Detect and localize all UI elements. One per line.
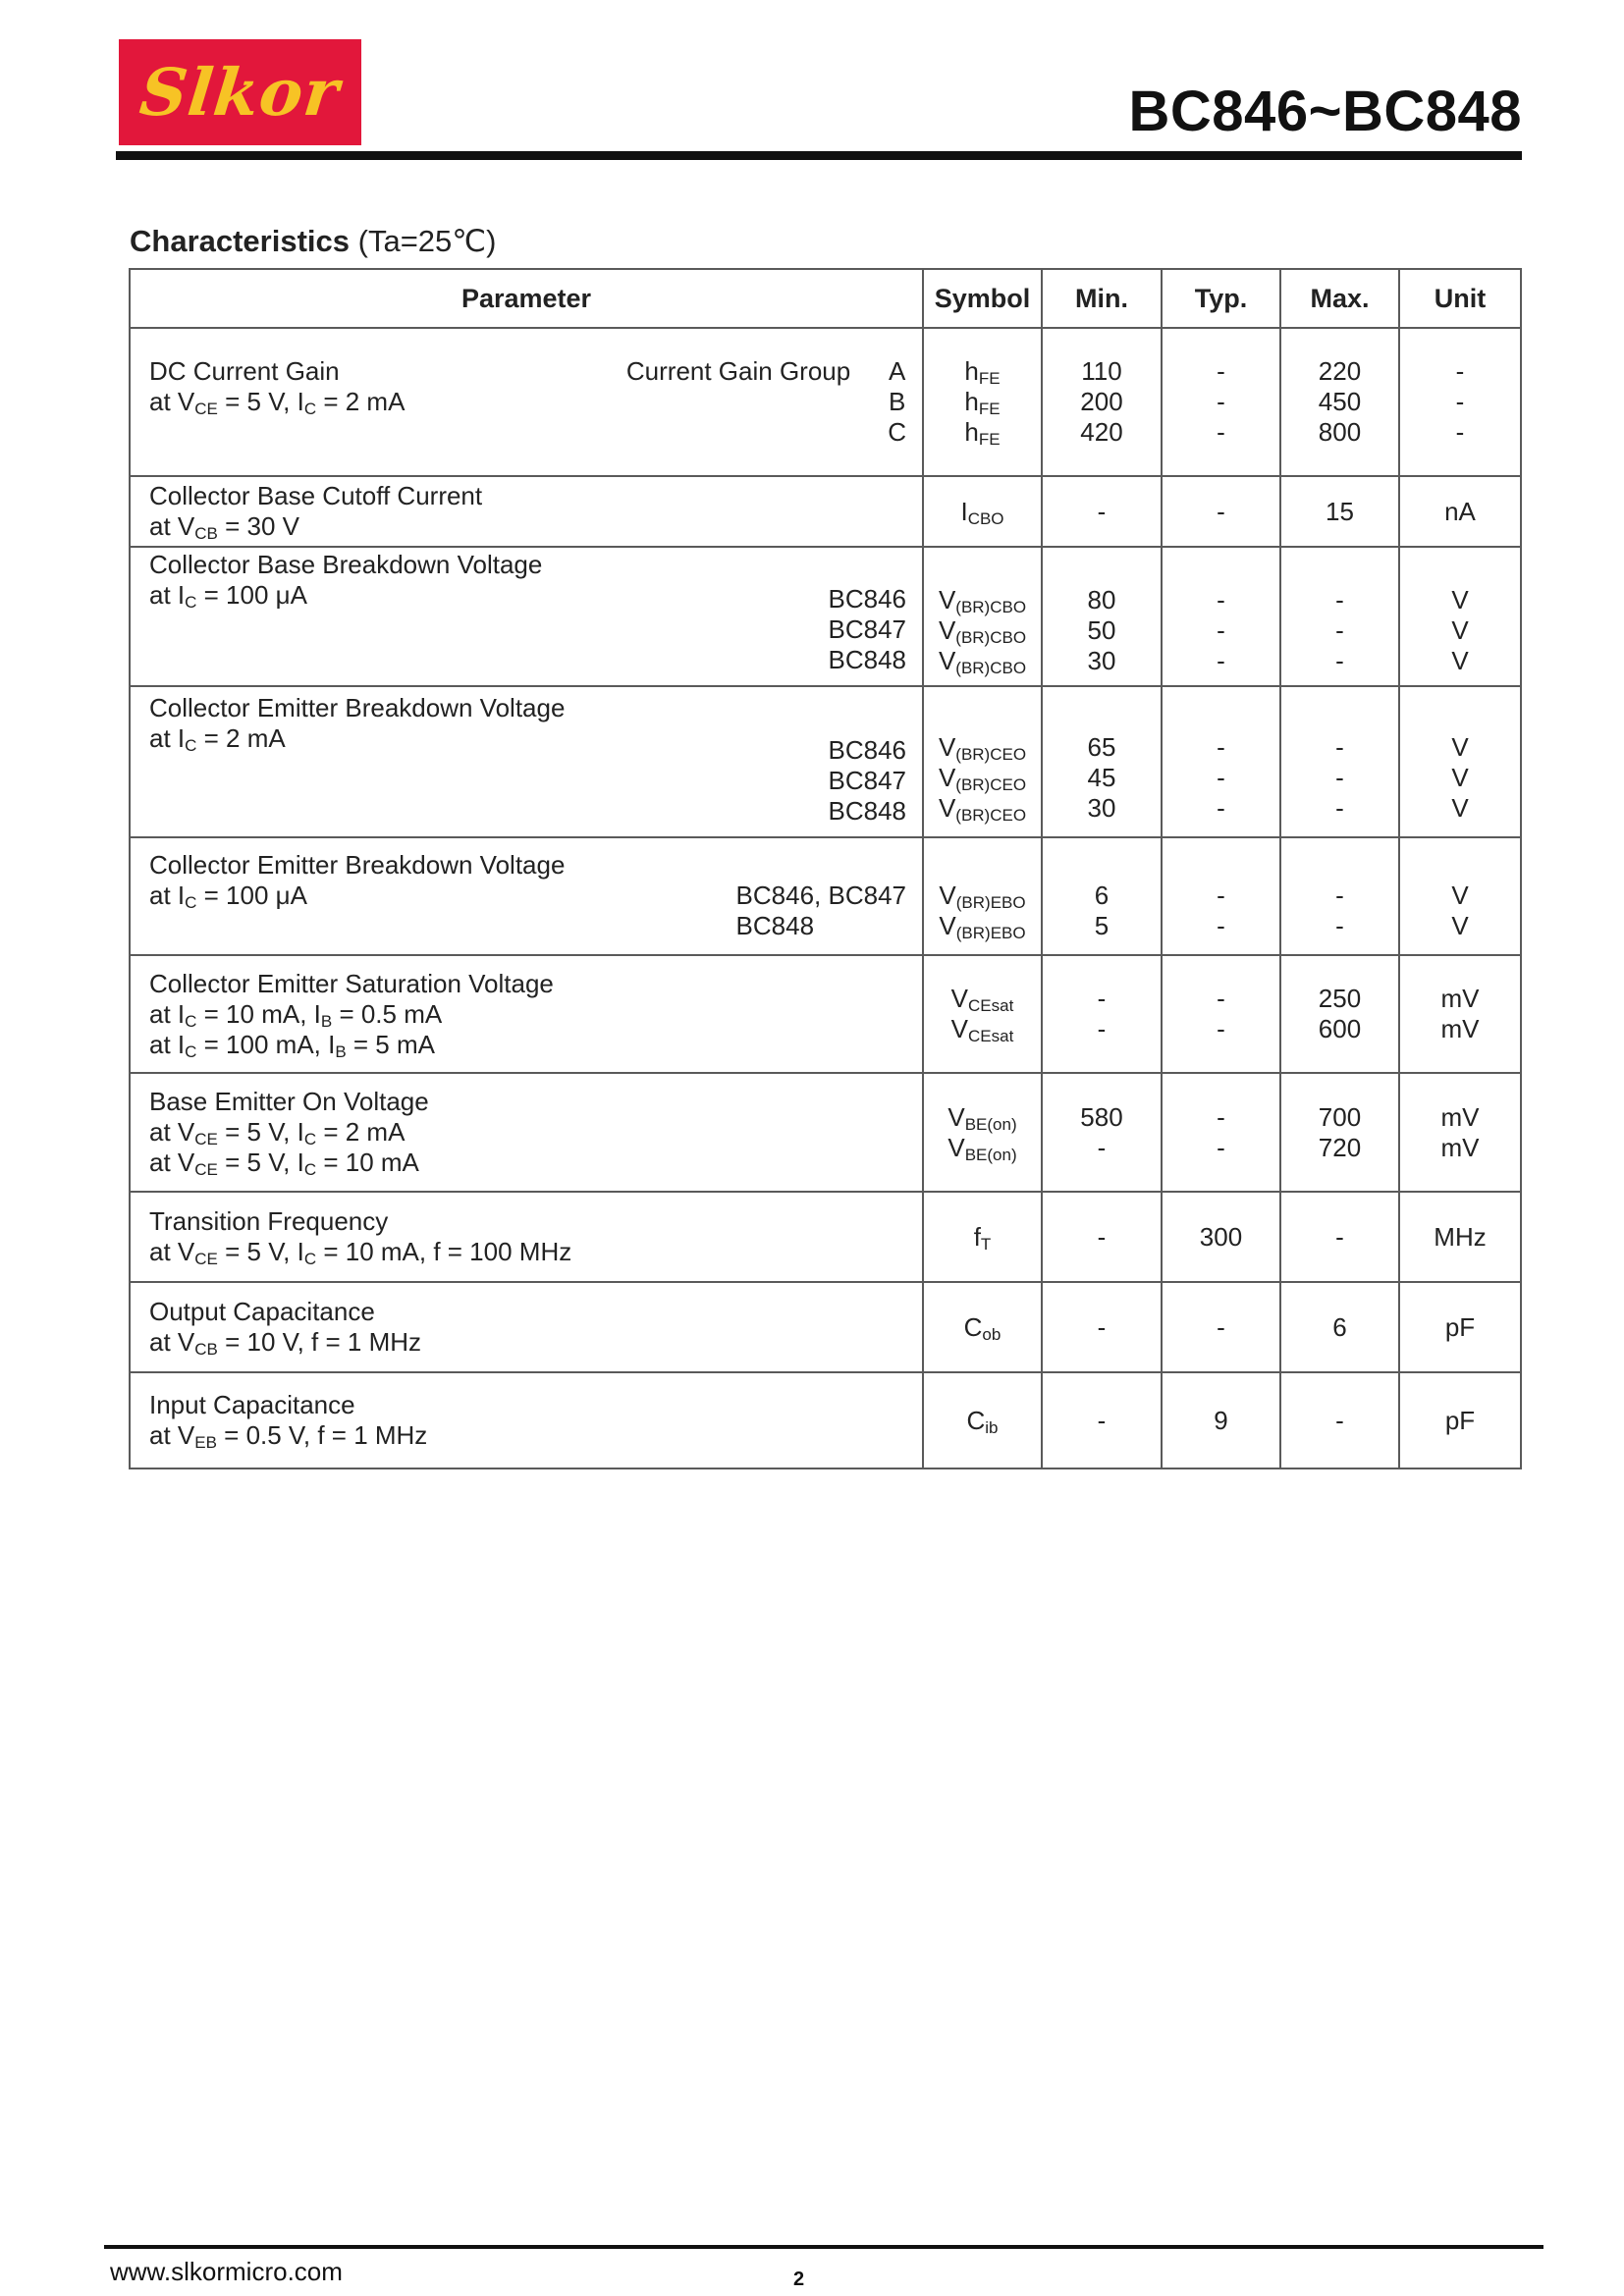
min-value: 30 — [1087, 645, 1116, 675]
gain-group-block — [626, 356, 906, 448]
parameter-cell — [130, 547, 923, 686]
parameter-cell — [130, 1192, 923, 1282]
device-label: BC846, BC847 — [735, 881, 906, 910]
symbol: $h_{FE}$ — [964, 417, 1001, 449]
footer-url: www.slkormicro.com — [110, 2257, 343, 2286]
symbol: $V_{(BR)CEO}$ — [938, 793, 1027, 825]
min-value: - — [1097, 1014, 1107, 1043]
unit-value: nA — [1399, 476, 1521, 547]
max-value: - — [1335, 732, 1344, 762]
max-cell — [1280, 686, 1399, 837]
symbol: $V_{CEsat}$ — [950, 1014, 1014, 1045]
min-value: 110 — [1081, 356, 1122, 386]
unit-cell — [1399, 547, 1521, 686]
typ-value: - — [1217, 1101, 1225, 1132]
typ-value: - — [1217, 881, 1225, 910]
table-row — [130, 955, 1521, 1073]
unit-cell — [1399, 955, 1521, 1073]
min-value: 30 — [1087, 793, 1116, 823]
device-label: BC847 — [828, 766, 906, 795]
gain-group-c: C — [888, 417, 906, 447]
max-value: 450 — [1318, 387, 1362, 416]
symbol: $I_{CBO}$ — [960, 496, 1004, 528]
table-row — [130, 1372, 1521, 1468]
parameter-name: Input Capacitance — [149, 1390, 355, 1419]
device-label: BC847 — [828, 614, 906, 644]
max-cell — [1280, 1073, 1399, 1192]
brand-logo — [119, 39, 361, 145]
max-value: 720 — [1318, 1132, 1362, 1162]
test-condition: at $V_{CE} = 5$ V, $I_C = 10$ mA, f = 100 MHz — [149, 1237, 572, 1268]
symbol: $C_{ob}$ — [963, 1311, 1001, 1344]
min-value: 6 — [1094, 881, 1110, 910]
max-value: 800 — [1318, 417, 1362, 447]
unit-value: V — [1451, 645, 1469, 675]
test-condition: at $I_C = 100$ μA — [149, 881, 307, 912]
symbol: $V_{CEsat}$ — [950, 984, 1014, 1015]
parameter-cell — [130, 1073, 923, 1192]
symbol: $V_{(BR)EBO}$ — [939, 881, 1026, 912]
parameter-name: Transition Frequency — [149, 1206, 389, 1236]
table-row — [130, 328, 1521, 476]
symbol-cell — [923, 1192, 1042, 1282]
typ-value: - — [1217, 1132, 1225, 1162]
min-cell — [1042, 547, 1162, 686]
typ-cell — [1162, 686, 1280, 837]
typ-cell — [1162, 1073, 1280, 1192]
symbol: $h_{FE}$ — [964, 356, 1001, 388]
min-value: - — [1042, 476, 1162, 547]
min-value: 65 — [1087, 732, 1116, 762]
section-title-label: Characteristics — [130, 224, 351, 258]
gain-group-a: A — [888, 356, 906, 386]
min-cell — [1042, 686, 1162, 837]
unit-value: - — [1455, 417, 1465, 447]
symbol-cell — [923, 1372, 1042, 1468]
table-row — [130, 476, 1521, 547]
symbol-cell — [923, 476, 1042, 547]
symbol: $V_{(BR)CEO}$ — [938, 763, 1027, 794]
logo-text: Slkor — [136, 54, 344, 131]
unit-value: V — [1451, 793, 1469, 823]
table-row — [130, 686, 1521, 837]
unit-value: pF — [1399, 1372, 1521, 1468]
unit-value: MHz — [1399, 1192, 1521, 1282]
parameter-cell — [130, 955, 923, 1073]
symbol-cell — [923, 1073, 1042, 1192]
parameter-name: Collector Emitter Breakdown Voltage — [149, 850, 566, 880]
unit-value: V — [1451, 614, 1469, 645]
min-value: 580 — [1080, 1101, 1123, 1132]
typ-value: - — [1162, 476, 1280, 547]
min-value: 45 — [1087, 763, 1116, 792]
unit-value: V — [1451, 881, 1469, 910]
unit-value: - — [1455, 387, 1465, 416]
table-row — [130, 547, 1521, 686]
header-max: Max. — [1280, 269, 1399, 328]
parameter-cell — [130, 476, 923, 547]
symbol: $V_{(BR)CEO}$ — [938, 732, 1027, 764]
unit-value: V — [1451, 732, 1469, 762]
page-number: 2 — [793, 2269, 805, 2290]
max-value: - — [1280, 1372, 1399, 1468]
symbol: $V_{BE(on)}$ — [947, 1101, 1017, 1134]
unit-value: pF — [1399, 1282, 1521, 1372]
parameter-cell — [130, 328, 923, 476]
symbol-cell — [923, 955, 1042, 1073]
symbol-cell — [923, 547, 1042, 686]
device-label: BC848 — [828, 796, 906, 826]
header-rule — [116, 151, 1522, 160]
typ-cell — [1162, 547, 1280, 686]
table-row — [130, 1192, 1521, 1282]
parameter-name: Base Emitter On Voltage — [149, 1087, 429, 1116]
symbol: $V_{(BR)EBO}$ — [939, 911, 1026, 942]
parameter-name: Collector Base Breakdown Voltage — [149, 550, 543, 579]
symbol: $C_{ib}$ — [966, 1405, 999, 1437]
typ-value: - — [1217, 614, 1225, 645]
typ-cell — [1162, 328, 1280, 476]
device-label: BC848 — [828, 645, 906, 674]
min-value: 5 — [1094, 911, 1110, 940]
max-cell — [1280, 955, 1399, 1073]
test-condition: at $I_C = 2$ mA — [149, 723, 286, 755]
part-number-title: BC846~BC848 — [1128, 80, 1522, 143]
table-row — [130, 1073, 1521, 1192]
min-value: 200 — [1080, 387, 1123, 416]
typ-value: - — [1217, 1014, 1225, 1043]
max-cell — [1280, 837, 1399, 955]
header-parameter: Parameter — [130, 269, 923, 328]
min-value: - — [1097, 1132, 1107, 1162]
parameter-cell — [130, 1282, 923, 1372]
typ-value: - — [1217, 417, 1225, 447]
min-value: - — [1042, 1282, 1162, 1372]
test-condition: at $V_{CB} = 10$ V, f = 1 MHz — [149, 1327, 422, 1359]
min-value: 80 — [1087, 584, 1116, 614]
parameter-cell — [130, 686, 923, 837]
characteristics-table — [129, 268, 1522, 1469]
symbol-cell — [923, 686, 1042, 837]
typ-value: - — [1217, 356, 1225, 386]
gain-group-b: B — [888, 387, 906, 416]
unit-value: mV — [1440, 1101, 1480, 1132]
section-title — [130, 224, 496, 259]
symbol: $V_{BE(on)}$ — [947, 1132, 1017, 1164]
parameter-name: Output Capacitance — [149, 1297, 375, 1326]
max-value: 220 — [1318, 356, 1362, 386]
unit-value: V — [1451, 584, 1469, 614]
test-condition: at $V_{CE} = 5$ V, $I_C = 2$ mA — [149, 387, 406, 418]
max-value: - — [1280, 1192, 1399, 1282]
max-value: - — [1335, 911, 1344, 940]
typ-value: - — [1217, 732, 1225, 762]
parameter-name: Collector Emitter Breakdown Voltage — [149, 693, 566, 722]
max-cell — [1280, 328, 1399, 476]
typ-cell — [1162, 955, 1280, 1073]
unit-cell — [1399, 837, 1521, 955]
test-condition: at $V_{CE} = 5$ V, $I_C = 10$ mA — [149, 1148, 419, 1179]
typ-value: - — [1217, 763, 1225, 792]
min-cell — [1042, 1073, 1162, 1192]
min-value: - — [1042, 1372, 1162, 1468]
max-value: - — [1335, 881, 1344, 910]
typ-value: 9 — [1162, 1372, 1280, 1468]
max-value: 6 — [1280, 1282, 1399, 1372]
symbol: $V_{(BR)CBO}$ — [938, 645, 1027, 677]
min-cell — [1042, 955, 1162, 1073]
device-label: BC846 — [828, 584, 906, 614]
parameter-cell — [130, 837, 923, 955]
test-condition: at $V_{CE} = 5$ V, $I_C = 2$ mA — [149, 1117, 406, 1148]
symbol: $V_{(BR)CBO}$ — [938, 584, 1027, 616]
typ-value: - — [1217, 584, 1225, 614]
header-min: Min. — [1042, 269, 1162, 328]
typ-value: - — [1217, 645, 1225, 675]
device-label: BC848 — [735, 911, 815, 940]
max-value: - — [1335, 645, 1344, 675]
unit-value: V — [1451, 763, 1469, 792]
min-value: 50 — [1087, 614, 1116, 645]
max-value: - — [1335, 614, 1344, 645]
max-cell — [1280, 547, 1399, 686]
typ-value: - — [1217, 984, 1225, 1013]
typ-cell — [1162, 837, 1280, 955]
symbol: $f_T$ — [973, 1221, 992, 1254]
unit-value: - — [1455, 356, 1465, 386]
unit-value: mV — [1440, 1014, 1480, 1043]
symbol-cell — [923, 328, 1042, 476]
typ-value: - — [1217, 911, 1225, 940]
parameter-name: DC Current Gain — [149, 356, 340, 386]
header-unit: Unit — [1399, 269, 1521, 328]
unit-cell — [1399, 328, 1521, 476]
device-label: BC846 — [828, 735, 906, 765]
table-row — [130, 837, 1521, 955]
max-value: 15 — [1280, 476, 1399, 547]
typ-value: - — [1162, 1282, 1280, 1372]
footer-rule — [104, 2245, 1543, 2249]
table-header-row — [130, 269, 1521, 328]
typ-value: 300 — [1162, 1192, 1280, 1282]
test-condition: at $V_{EB} = 0.5$ V, f = 1 MHz — [149, 1420, 428, 1452]
max-value: - — [1335, 793, 1344, 823]
max-value: 250 — [1318, 984, 1362, 1013]
section-title-condition: (Ta=25℃) — [357, 224, 497, 258]
typ-value: - — [1217, 793, 1225, 823]
table-row — [130, 1282, 1521, 1372]
max-value: - — [1335, 763, 1344, 792]
test-condition: at $I_C = 100$ μA — [149, 580, 307, 612]
header-typ: Typ. — [1162, 269, 1280, 328]
max-value: 600 — [1318, 1014, 1362, 1043]
unit-value: V — [1451, 911, 1469, 940]
typ-value: - — [1217, 387, 1225, 416]
unit-cell — [1399, 1073, 1521, 1192]
gain-group-label: Current Gain Group — [625, 356, 851, 386]
min-value: 420 — [1080, 417, 1123, 447]
parameter-name: Collector Base Cutoff Current — [149, 481, 483, 510]
symbol-cell — [923, 1282, 1042, 1372]
min-value: - — [1042, 1192, 1162, 1282]
unit-value: mV — [1440, 984, 1480, 1013]
test-condition: at $I_C = 10$ mA, $I_B = 0.5$ mA — [149, 998, 443, 1031]
parameter-name: Collector Emitter Saturation Voltage — [149, 968, 554, 998]
test-condition: at $I_C = 100$ mA, $I_B = 5$ mA — [149, 1029, 435, 1061]
unit-cell — [1399, 686, 1521, 837]
max-value: - — [1335, 584, 1344, 614]
parameter-cell — [130, 1372, 923, 1468]
symbol-cell — [923, 837, 1042, 955]
unit-value: mV — [1440, 1132, 1480, 1162]
min-cell — [1042, 837, 1162, 955]
test-condition: at $V_{CB} = 30$ V — [149, 511, 299, 543]
header-symbol: Symbol — [923, 269, 1042, 328]
min-value: - — [1097, 984, 1107, 1013]
max-value: 700 — [1318, 1101, 1362, 1132]
min-cell — [1042, 328, 1162, 476]
symbol: $V_{(BR)CBO}$ — [938, 614, 1027, 647]
symbol: $h_{FE}$ — [964, 387, 1001, 418]
